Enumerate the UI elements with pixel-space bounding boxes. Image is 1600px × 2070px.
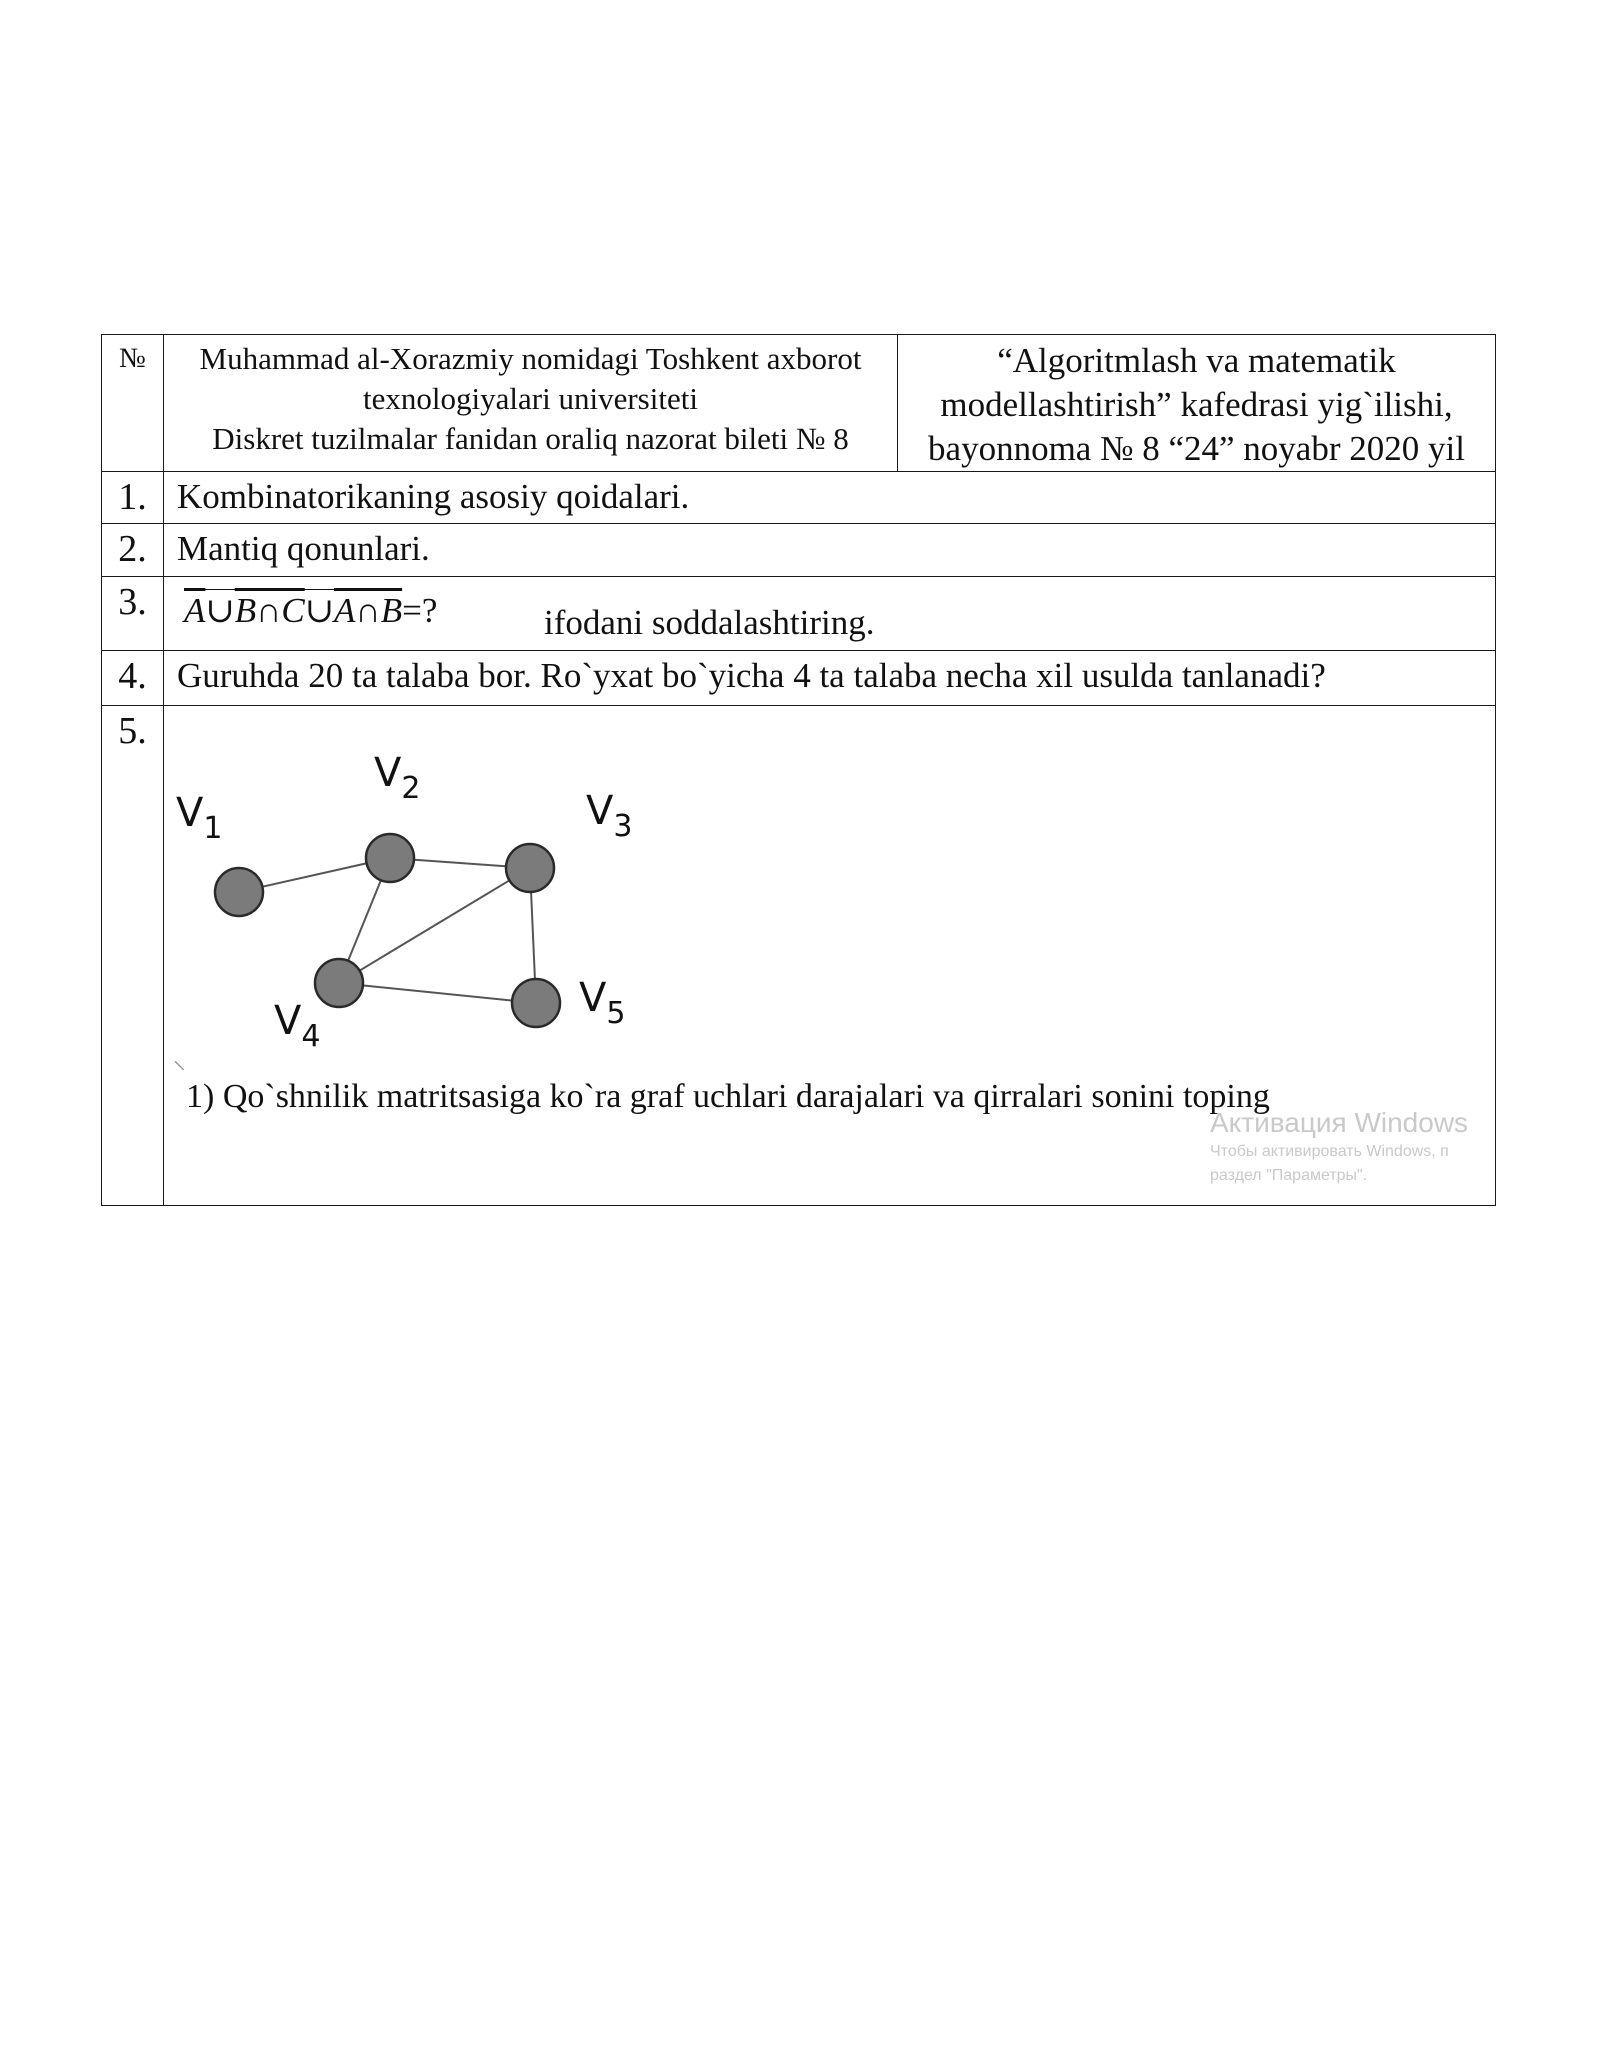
question-row-2 [102, 524, 1496, 577]
graph-vertex-subscript: 3 [613, 809, 633, 844]
question-cell [164, 577, 1496, 651]
watermark-title: Активация Windows [1210, 1107, 1469, 1138]
department-line-1: “Algoritmlash va matematik [997, 341, 1396, 380]
watermark-line: Чтобы активировать Windows, п [1210, 1143, 1449, 1160]
department-header [898, 335, 1496, 472]
graph-vertex-v2 [366, 834, 414, 882]
graph-vertex-subscript: 5 [606, 996, 626, 1031]
graph-vertex-label: $V_4$ [274, 998, 321, 1054]
graph-vertex-v5 [512, 979, 560, 1027]
ticket-title: Diskret tuzilmalar fanidan oraliq nazorat bileti № 8 [212, 421, 849, 456]
graph-vertex-label: $V_3$ [586, 788, 633, 844]
graph-vertex-label: $V_5$ [579, 975, 626, 1031]
number-sign-header: № [102, 335, 164, 472]
graph-edge-v3-v4 [339, 868, 530, 983]
exam-ticket-table [101, 334, 1496, 1206]
protocol-date: bayonnoma № 8 “24” noyabr 2020 yil [928, 429, 1465, 468]
question-number: 4. [102, 651, 164, 706]
question-row-1 [102, 472, 1496, 524]
graph-vertex-subscript: 1 [203, 811, 223, 846]
graph-vertex-v3 [506, 844, 554, 892]
watermark-line: раздел "Параметры". [1210, 1167, 1368, 1184]
stray-mark: \ [173, 1058, 187, 1076]
question-row-3 [102, 577, 1496, 651]
graph-diagram [164, 706, 964, 1076]
question-number: 3. [102, 577, 164, 651]
question-number: 5. [102, 706, 164, 1206]
graph-vertex-subscript: 2 [401, 771, 421, 806]
graph-vertex-v1 [215, 868, 263, 916]
question-text: 1) Qo`shnilik matritsasiga ko`ra graf uchlari darajalari va qirralari sonini toping [186, 1078, 1270, 1115]
graph-vertex-label: $V_1$ [176, 790, 223, 846]
university-line-2: texnologiyalari universiteti [363, 381, 698, 416]
university-line-1: Muhammad al-Xorazmiy nomidagi Toshkent axborot [199, 341, 862, 376]
university-header [164, 335, 898, 472]
formula-part: =? [402, 591, 438, 630]
question-number: 1. [102, 472, 164, 524]
windows-activation-watermark [1210, 1106, 1468, 1188]
question-row-4 [102, 651, 1496, 706]
question-text: Kombinatorikaning asosiy qoidalari. [164, 472, 1496, 524]
set-formula [184, 589, 437, 633]
formula-part: B∩C [234, 591, 305, 630]
graph-vertex-subscript: 4 [301, 1019, 321, 1054]
graph-vertex-label: $V_2$ [374, 750, 421, 806]
formula-part: $\overline{A}$ [184, 591, 206, 630]
header-row [102, 335, 1496, 472]
formula-part: A∩B [334, 591, 403, 630]
question-text: Guruhda 20 ta talaba bor. Ro`yxat bo`yicha 4 ta talaba necha xil usulda tanlanadi? [164, 651, 1496, 706]
graph-edge-v4-v5 [339, 983, 536, 1003]
question-text: ifodani soddalashtiring. [544, 603, 875, 642]
department-line-2: modellashtirish” kafedrasi yig`ilishi, [940, 385, 1453, 424]
formula-part: ∪ [205, 591, 235, 630]
question-number: 2. [102, 524, 164, 577]
question-text: Mantiq qonunlari. [164, 524, 1496, 577]
formula-part: ∪ [304, 591, 335, 630]
graph-vertex-v4 [315, 959, 363, 1007]
